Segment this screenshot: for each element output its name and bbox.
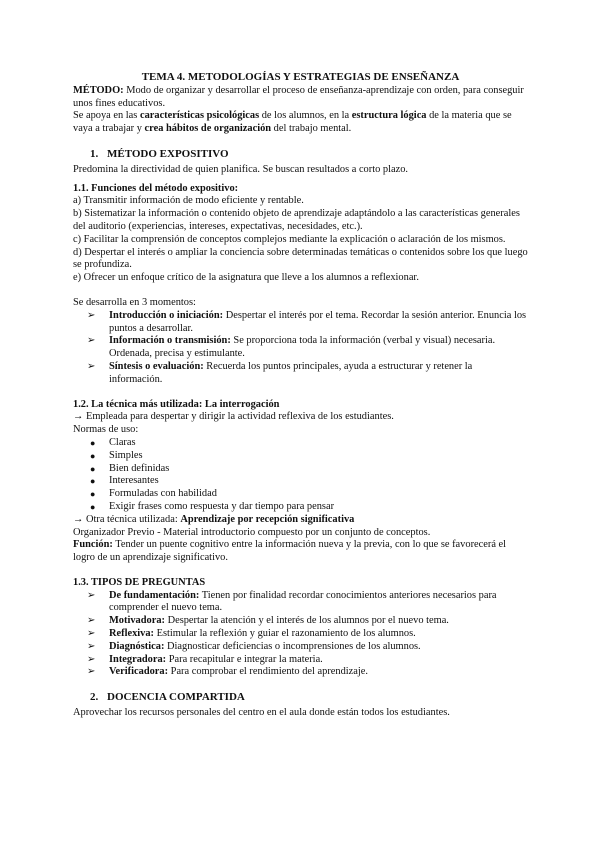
arrow-bullet-icon: ➢ bbox=[87, 309, 96, 321]
question-types-list bbox=[73, 590, 528, 680]
intro-metodo: MÉTODO: Modo de organizar y desarrollar el proceso de enseñanza-aprendizaje con orden, para conseguir unos fines educativos. bbox=[73, 84, 524, 109]
list-item: ➢ Motivadora: Despertar la atención y el interés de los alumnos por el nuevo tema. bbox=[87, 615, 449, 627]
section-2-heading: 2. DOCENCIA COMPARTIDA bbox=[90, 691, 245, 704]
subsection-1-2-desc: → Empleada para despertar y dirigir la actividad reflexiva de los estudiantes. bbox=[73, 411, 394, 423]
document-page bbox=[73, 71, 528, 720]
func-b: b) Sistematizar la información o contenido objeto de aprendizaje adaptándolo a las características generales del auditorio (experiencias, intereses, expectativas, necesidades, etc.). bbox=[73, 208, 520, 232]
func-d: d) Despertar el interés o ampliar la conciencia sobre determinadas temáticas o contenidos sobre los que luego se profundiza. bbox=[73, 246, 528, 271]
arrow-bullet-icon: ➢ bbox=[87, 360, 96, 372]
norms-list bbox=[73, 437, 528, 514]
list-item: ● Simples bbox=[90, 449, 143, 461]
list-item: ➢ Diagnóstica: Diagnosticar deficiencias o incomprensiones de los alumnos. bbox=[87, 640, 421, 652]
subsection-1-1-heading: 1.1. Funciones del método expositivo: bbox=[73, 182, 239, 194]
page-title: TEMA 4. METODOLOGÍAS Y ESTRATEGIAS DE ENSEÑANZA bbox=[141, 71, 460, 83]
list-item: ➢ Reflexiva: Estimular la reflexión y guiar el razonamiento de los alumnos. bbox=[87, 628, 416, 640]
list-item: ● Exigir frases como respuesta y dar tiempo para pensar bbox=[90, 500, 335, 512]
list-item: ● Claras bbox=[90, 436, 136, 448]
norms-intro: Normas de uso: bbox=[73, 424, 139, 436]
arrow-bullet-icon: ➢ bbox=[87, 589, 96, 601]
list-item: ● Formuladas con habilidad bbox=[90, 488, 217, 500]
arrow-bullet-icon: ➢ bbox=[87, 666, 96, 678]
other-technique: → Otra técnica utilizada: Aprendizaje por recepción significativa bbox=[73, 513, 355, 525]
subsection-1-2-heading: 1.2. La técnica más utilizada: La interrogación bbox=[73, 398, 280, 410]
list-item: ● Bien definidas bbox=[90, 462, 170, 474]
list-item: ➢ Integradora: Para recapitular e integrar la materia. bbox=[87, 653, 323, 665]
func-a: a) Transmitir información de modo eficiente y rentable. bbox=[73, 195, 304, 207]
arrow-bullet-icon: ➢ bbox=[87, 640, 96, 652]
arrow-bullet-icon: ➢ bbox=[87, 628, 96, 640]
arrow-bullet-icon: ➢ bbox=[87, 335, 96, 347]
dot-bullet-icon: ● bbox=[90, 437, 96, 448]
section-2-desc: Aprovechar los recursos personales del centro en el aula donde están todos los estudiantes. bbox=[73, 707, 450, 719]
dot-bullet-icon: ● bbox=[90, 463, 96, 474]
dot-bullet-icon: ● bbox=[90, 501, 96, 512]
dot-bullet-icon: ● bbox=[90, 450, 96, 461]
arrow-bullet-icon: ➢ bbox=[87, 653, 96, 665]
intro-apoyo: Se apoya en las características psicológicas de los alumnos, en la estructura lógica de la materia que se vaya a trabajar y crea hábitos de organización del trabajo mental. bbox=[73, 110, 512, 135]
list-item: ➢ Síntesis o evaluación: Recuerda los puntos principales, ayuda a estructurar y retener la información. bbox=[87, 360, 473, 385]
dot-bullet-icon: ● bbox=[90, 489, 96, 500]
organizer-text: Organizador Previo - Material introductorio compuesto por un conjunto de conceptos. bbox=[73, 526, 431, 538]
list-item: ➢ Verificadora: Para comprobar el rendimiento del aprendizaje. bbox=[87, 666, 368, 678]
list-item: ➢ De fundamentación: Tienen por finalidad recordar conocimientos anteriores necesarios para comprender el nuevo tema. bbox=[87, 589, 497, 614]
list-item: ➢ Introducción o iniciación: Despertar el interés por el tema. Recordar la sesión anterior. Enuncia los puntos a desarrollar. bbox=[87, 309, 527, 334]
dot-bullet-icon: ● bbox=[90, 476, 96, 487]
moments-intro: Se desarrolla en 3 momentos: bbox=[73, 296, 196, 308]
subsection-1-3-heading: 1.3. TIPOS DE PREGUNTAS bbox=[73, 576, 206, 588]
list-item: ➢ Información o transmisión: Se proporciona toda la información (verbal y visual) necesaria. Ordenada, precisa y estimulante. bbox=[87, 335, 496, 360]
section-1-heading: 1. MÉTODO EXPOSITIVO bbox=[90, 147, 229, 160]
func-c: c) Facilitar la comprensión de conceptos complejos mediante la explicación o aclaración de los mismos. bbox=[73, 233, 506, 245]
section-1-desc: Predomina la directividad de quien planifica. Se buscan resultados a corto plazo. bbox=[73, 163, 408, 175]
arrow-bullet-icon: ➢ bbox=[87, 615, 96, 627]
moments-list bbox=[73, 310, 528, 387]
metodo-term: MÉTODO: bbox=[73, 84, 124, 96]
function-text: Función: Tender un puente cognitivo entre la información nueva y la previa, con lo que se favorecerá el logro de un aprendizaje significativo. bbox=[73, 539, 507, 564]
func-e: e) Ofrecer un enfoque crítico de la asignatura que lleve a los alumnos a reflexionar. bbox=[73, 272, 419, 284]
list-item: ● Interesantes bbox=[90, 475, 159, 487]
